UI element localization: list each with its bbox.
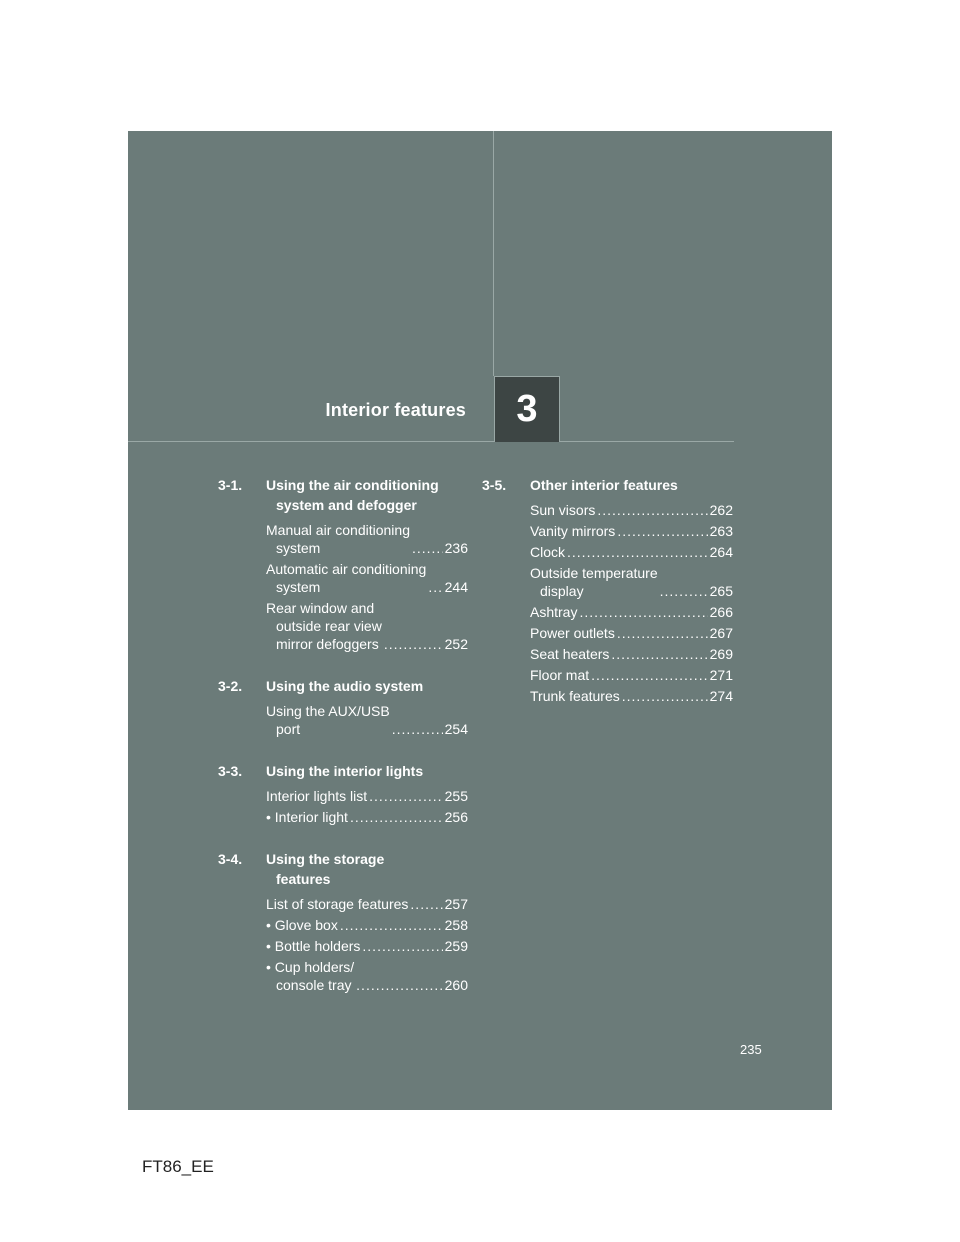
toc-entry-line: • Interior light [266,809,348,825]
toc-entry-page: 274 [709,688,733,704]
toc-entry[interactable] [266,895,468,913]
section-title-line: features [276,871,331,887]
toc-right-column [482,475,733,708]
toc-entry[interactable] [530,666,733,684]
toc-entry-text [530,687,620,705]
toc-entry-page: 252 [444,636,468,652]
toc-entry-line: • Cup holders/ [266,959,355,975]
toc-entry-line: outside rear view [276,618,382,634]
dot-leader [597,501,707,519]
toc-entry[interactable] [530,564,733,600]
toc-entry-text [266,702,390,738]
section-title [266,676,468,696]
toc-entry-text [266,787,367,805]
section-title-line: Using the interior lights [266,763,424,779]
toc-entry[interactable] [530,603,733,621]
toc-entry[interactable] [530,501,733,519]
toc-entry-line: system [276,540,321,556]
toc-entry[interactable] [266,560,468,596]
toc-section-heading[interactable] [218,475,468,515]
toc-entry-text [530,564,658,600]
dot-leader [350,808,443,826]
toc-entry[interactable] [530,522,733,540]
toc-entry-line: Power outlets [530,625,615,641]
section-title [266,761,468,781]
toc-entry[interactable] [530,624,733,642]
toc-entry-list [530,501,733,705]
toc-entry-text [266,521,410,557]
dot-leader [567,543,708,561]
section-title [530,475,733,495]
toc-entry-line: Manual air conditioning [266,522,410,538]
dot-leader [392,720,443,738]
section-gap [218,656,468,676]
toc-entry[interactable] [266,808,468,826]
section-number: 3-4. [218,851,243,867]
toc-section-heading[interactable] [218,761,468,781]
toc-entry[interactable] [266,916,468,934]
toc-entry-page: 236 [444,540,468,556]
dot-leader [340,916,443,934]
section-title-line: system and defogger [276,497,417,513]
dot-leader [622,687,708,705]
section-title [266,475,468,515]
toc-entry-list [266,521,468,653]
toc-entry-page: 263 [709,523,733,539]
toc-entry-line: Seat heaters [530,646,610,662]
toc-entry-page: 257 [444,896,468,912]
toc-entry-line: system [276,579,321,595]
toc-entry-page: 267 [709,625,733,641]
toc-entry-text [266,937,360,955]
section-title-line: Using the audio system [266,678,424,694]
toc-entry-line: Vanity mirrors [530,523,616,539]
toc-entry[interactable] [266,702,468,738]
dot-leader [428,578,442,596]
toc-entry-line: Rear window and [266,600,375,616]
chapter-number: 3 [516,388,538,430]
section-number: 3-3. [218,763,243,779]
toc-entry-text [530,522,615,540]
toc-entry-text [266,958,354,994]
toc-section-heading[interactable] [482,475,733,495]
toc-entry-text [530,666,589,684]
toc-entry-line: Using the AUX/USB [266,703,390,719]
dot-leader [660,582,708,600]
toc-entry-page: 254 [444,721,468,737]
chapter-number-box [494,376,560,442]
toc-entry[interactable] [530,687,733,705]
toc-entry-line: List of storage features [266,896,409,912]
toc-entry-page: 260 [444,977,468,993]
toc-entry-page: 258 [444,917,468,933]
dot-leader [412,539,443,557]
toc-entry-page: 262 [709,502,733,518]
section-title [266,849,468,889]
toc-entry-page: 244 [444,579,468,595]
toc-entry-line: • Glove box [266,917,338,933]
toc-entry-line: console tray [276,977,352,993]
toc-entry-list [266,895,468,994]
toc-left-column [218,475,468,997]
chapter-title: Interior features [325,400,466,420]
toc-entry-line: mirror defoggers [276,636,379,652]
toc-entry[interactable] [266,937,468,955]
section-number: 3-1. [218,477,243,493]
toc-entry[interactable] [530,645,733,663]
toc-entry-line: Clock [530,544,566,560]
dot-leader [362,937,442,955]
toc-entry[interactable] [530,543,733,561]
toc-entry-page: 255 [444,788,468,804]
toc-entry-line: Trunk features [530,688,620,704]
toc-entry-text [530,624,615,642]
toc-entry-page: 265 [709,583,733,599]
dot-leader [617,624,708,642]
toc-entry-page: 259 [444,938,468,954]
toc-entry-text [266,916,338,934]
horizontal-divider [128,441,734,442]
toc-entry-line: Interior lights list [266,788,368,804]
toc-entry-text [266,560,426,596]
toc-entry-page: 266 [709,604,733,620]
toc-entry[interactable] [266,599,468,653]
toc-entry-list [266,787,468,826]
toc-entry-text [266,599,382,653]
toc-entry-text [530,645,609,663]
footer-code: FT86_EE [142,1157,214,1176]
section-gap [218,741,468,761]
toc-entry-list [266,702,468,738]
section-number: 3-5. [482,477,507,493]
toc-entry-line: Ashtray [530,604,578,620]
page-number: 235 [740,1042,762,1057]
toc-section-heading[interactable] [218,676,468,696]
toc-entry-text [530,543,565,561]
section-gap [218,829,468,849]
toc-entry-page: 271 [709,667,733,683]
toc-entry-page: 264 [709,544,733,560]
dot-leader [369,787,442,805]
toc-entry-line: Floor mat [530,667,590,683]
dot-leader [617,522,707,540]
toc-entry[interactable] [266,787,468,805]
dot-leader [410,895,442,913]
vertical-divider [493,131,494,376]
toc-entry-line: • Bottle holders [266,938,361,954]
toc-entry[interactable] [266,521,468,557]
toc-entry-text [530,603,577,621]
toc-entry-text [530,501,595,519]
section-title-line: Using the air conditioning [266,477,439,493]
toc-entry-page: 256 [444,809,468,825]
toc-entry-line: Automatic air conditioning [266,561,427,577]
toc-entry-line: Sun visors [530,502,596,518]
dot-leader [579,603,707,621]
toc-entry-line: display [540,583,584,599]
section-number: 3-2. [218,678,243,694]
dot-leader [356,976,442,994]
toc-entry-page: 269 [709,646,733,662]
toc-entry-text [266,808,348,826]
toc-entry-line: Outside temperature [530,565,658,581]
dot-leader [591,666,708,684]
toc-section-heading[interactable] [218,849,468,889]
toc-entry-line: port [276,721,301,737]
section-title-line: Other interior features [530,477,678,493]
dot-leader [384,635,443,653]
section-title-line: Using the storage [266,851,385,867]
toc-entry-text [266,895,408,913]
toc-entry[interactable] [266,958,468,994]
dot-leader [611,645,707,663]
